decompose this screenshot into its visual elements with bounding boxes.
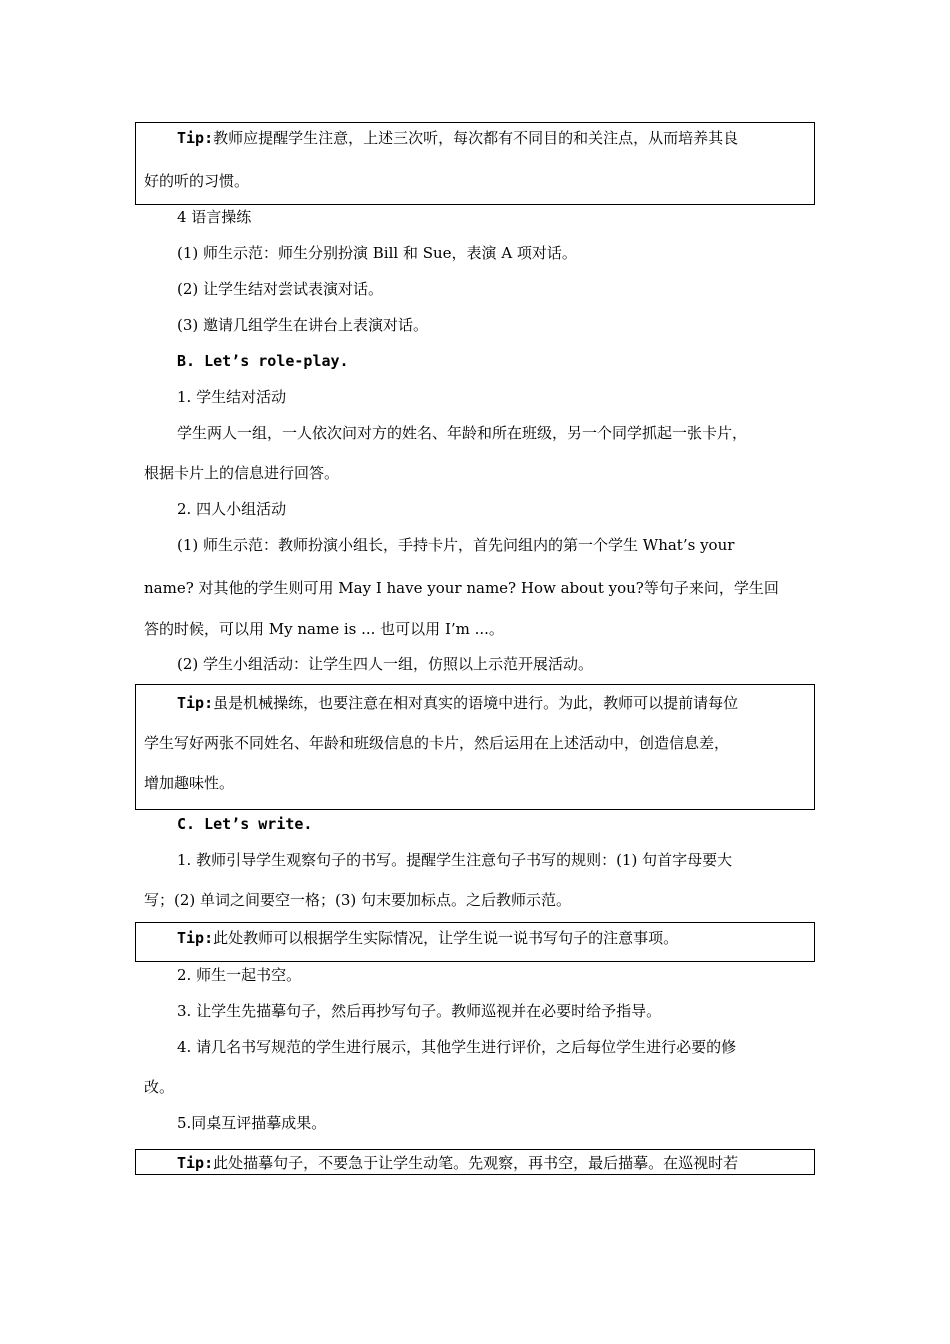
- paragraph-line: (2) 学生小组活动：让学生四人一组，仿照以上示范开展活动。: [177, 655, 594, 673]
- tip-text: 虽是机械操练，也要注意在相对真实的语境中进行。为此，教师可以提前请每位: [213, 694, 739, 712]
- paragraph-line: 改。: [144, 1078, 175, 1096]
- tip-box-2: [135, 684, 815, 810]
- tip-label: Tip:: [177, 694, 214, 712]
- list-item: 2. 师生一起书空。: [177, 966, 302, 984]
- tip-text: 此处教师可以根据学生实际情况，让学生说一说书写句子的注意事项。: [213, 929, 679, 947]
- tip-label: Tip:: [177, 929, 214, 947]
- paragraph-line: 根据卡片上的信息进行回答。: [144, 464, 340, 482]
- paragraph-line: 1. 教师引导学生观察句子的书写。提醒学生注意句子书写的规则：(1) 句首字母要大: [177, 851, 733, 869]
- tip-text: 学生写好两张不同姓名、年龄和班级信息的卡片，然后运用在上述活动中，创造信息差，: [144, 734, 730, 752]
- list-item: 2. 四人小组活动: [177, 500, 287, 518]
- paragraph-line: name? 对其他的学生则可用 May I have your name? How about you?等句子来问，学生回: [144, 579, 779, 597]
- section-heading: 4 语言操练: [177, 208, 252, 226]
- paragraph-line: 答的时候，可以用 My name is ... 也可以用 I’m ...。: [144, 620, 504, 638]
- list-item: (2) 让学生结对尝试表演对话。: [177, 280, 384, 298]
- section-heading: C. Let’s write.: [177, 815, 313, 833]
- tip-text: 教师应提醒学生注意，上述三次听，每次都有不同目的和关注点，从而培养其良: [213, 129, 739, 147]
- tip-text: 好的听的习惯。: [144, 172, 250, 190]
- tip-box-4: [135, 1149, 815, 1175]
- section-heading: B. Let’s role-play.: [177, 352, 349, 370]
- tip-label: Tip:: [177, 129, 214, 147]
- list-item: 3. 让学生先描摹句子，然后再抄写句子。教师巡视并在必要时给予指导。: [177, 1002, 662, 1020]
- list-item: 4. 请几名书写规范的学生进行展示，其他学生进行评价，之后每位学生进行必要的修: [177, 1038, 737, 1056]
- paragraph-line: (1) 师生示范：教师扮演小组长，手持卡片，首先问组内的第一个学生 What’s your: [177, 536, 735, 554]
- list-item: (3) 邀请几组学生在讲台上表演对话。: [177, 316, 429, 334]
- paragraph-line: 写；(2) 单词之间要空一格；(3) 句末要加标点。之后教师示范。: [144, 891, 572, 909]
- paragraph-line: 学生两人一组，一人依次问对方的姓名、年龄和所在班级，另一个同学抓起一张卡片，: [177, 424, 748, 442]
- tip-text: 此处描摹句子，不要急于让学生动笔。先观察，再书空，最后描摹。在巡视时若: [213, 1154, 739, 1172]
- tip-box-3: [135, 922, 815, 962]
- list-item: 5.同桌互评描摹成果。: [177, 1114, 327, 1132]
- list-item: (1) 师生示范：师生分别扮演 Bill 和 Sue，表演 A 项对话。: [177, 244, 577, 262]
- tip-text: 增加趣味性。: [144, 774, 235, 792]
- list-item: 1. 学生结对活动: [177, 388, 287, 406]
- tip-box-1: [135, 122, 815, 205]
- tip-label: Tip:: [177, 1154, 214, 1172]
